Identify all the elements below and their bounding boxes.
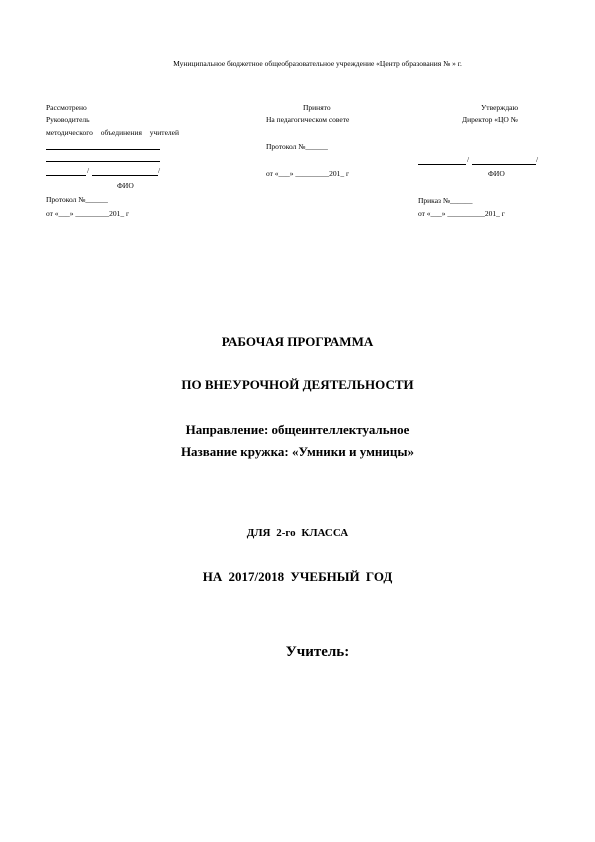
program-title: РАБОЧАЯ ПРОГРАММА: [221, 334, 374, 349]
left-signature-line-2: [46, 161, 160, 162]
right-slash-glyph: /: [467, 155, 470, 164]
middle-title: Принято: [303, 103, 331, 112]
left-slash-glyph-end: /: [158, 166, 161, 175]
institution-header: Муниципальное бюджетное общеобразовательное учреждение «Центр образования № » г.: [173, 59, 462, 68]
left-line1: Руководитель: [46, 115, 90, 124]
left-signature-line-1: [46, 149, 160, 150]
right-slash-glyph-end: /: [536, 155, 539, 164]
middle-line1: На педагогическом совете: [266, 115, 350, 124]
left-protocol: Протокол №______: [46, 195, 108, 204]
right-signature-line-b: [472, 164, 536, 165]
right-line1: Директор «ЦО №: [462, 115, 518, 124]
right-date: от «___» __________201_ г: [418, 209, 505, 218]
left-line2: методического объединения учителей: [46, 128, 179, 137]
left-title: Рассмотрено: [46, 103, 87, 112]
left-slash-glyph: /: [87, 166, 90, 175]
club-name-line: Название кружка: «Умники и умницы»: [180, 444, 415, 459]
school-year-line: НА 2017/2018 УЧЕБНЫЙ ГОД: [202, 569, 393, 584]
activity-title: ПО ВНЕУРОЧНОЙ ДЕЯТЕЛЬНОСТИ: [181, 377, 414, 392]
teacher-label: Учитель:: [285, 644, 350, 660]
right-title: Утверждаю: [481, 103, 519, 112]
right-fio: ФИО: [488, 169, 505, 178]
left-signature-line-3b: [92, 175, 158, 176]
left-signature-line-3a: [46, 175, 86, 176]
direction-line: Направление: общеинтеллектуальное: [185, 422, 410, 437]
middle-date: от «___» _________201_ г: [266, 169, 350, 178]
right-order: Приказ №______: [418, 196, 473, 205]
middle-protocol: Протокол №______: [266, 142, 328, 151]
right-signature-line-a: [418, 164, 466, 165]
left-date: от «___» _________201_ г: [46, 209, 130, 218]
left-fio: ФИО: [117, 181, 134, 190]
grade-line: ДЛЯ 2-го КЛАССА: [246, 527, 349, 539]
